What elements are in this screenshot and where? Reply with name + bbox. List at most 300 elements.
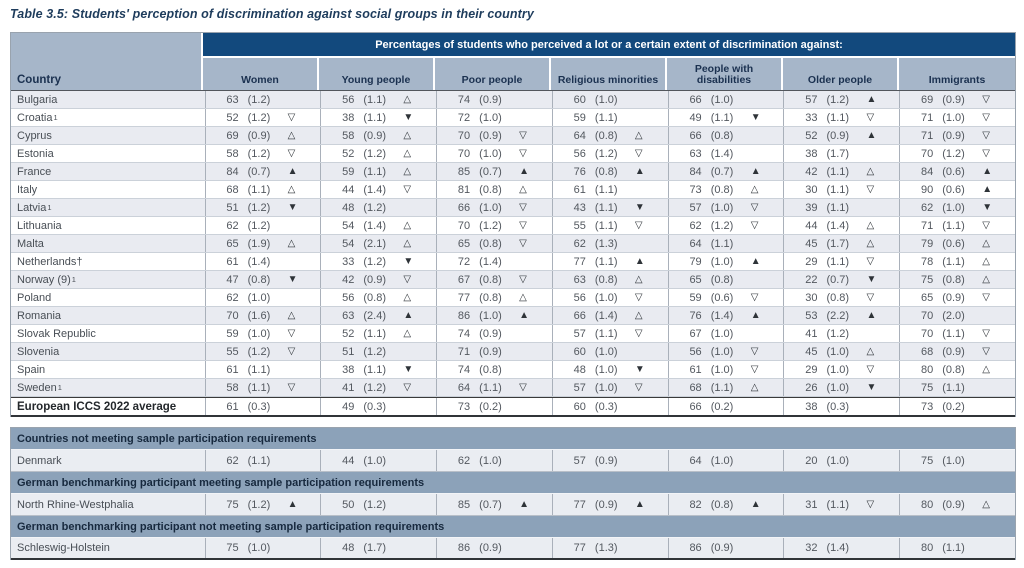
cell-standard-error: (1.1)	[826, 165, 850, 178]
significance-triangle-icon: ▽	[403, 183, 412, 195]
data-cell	[205, 450, 321, 471]
cell-standard-error: (2.0)	[942, 309, 965, 322]
cell-standard-error: (1.7)	[826, 237, 850, 250]
significance-triangle-icon: △	[403, 327, 412, 339]
cell-standard-error: (0.8)	[479, 363, 502, 376]
country-name: Estonia	[17, 147, 54, 160]
significance-triangle-icon: ▲	[982, 183, 993, 195]
country-name: Netherlands†	[17, 255, 83, 268]
data-cell	[783, 109, 899, 126]
data-cell	[205, 199, 321, 216]
cell-standard-error: (1.0)	[247, 542, 271, 554]
country-cell: Latvia 1	[17, 201, 52, 214]
significance-triangle-icon: ▼	[287, 273, 298, 285]
significance-triangle-icon: ▼	[982, 201, 993, 213]
cell-value: 73	[920, 400, 934, 413]
data-cell	[899, 343, 1015, 360]
significance-triangle-icon: ▽	[982, 219, 990, 231]
cell-standard-error: (1.4)	[363, 183, 387, 196]
country-name: Schleswig-Holstein	[17, 542, 110, 554]
significance-triangle-icon: △	[403, 219, 412, 231]
cell-standard-error: (1.1)	[594, 255, 618, 268]
cell-value: 80	[920, 498, 934, 511]
country-name: Denmark	[17, 454, 62, 467]
cell-standard-error: (1.1)	[826, 201, 850, 214]
cell-value: 68	[226, 183, 239, 196]
data-cell	[436, 398, 552, 415]
data-cell	[205, 181, 321, 198]
cell-value: 42	[805, 165, 818, 178]
cell-standard-error: (1.0)	[247, 327, 271, 340]
significance-triangle-icon: ▽	[634, 381, 643, 393]
cell-standard-error: (1.1)	[826, 498, 850, 511]
data-cell	[899, 145, 1015, 162]
country-cell	[11, 235, 205, 252]
significance-triangle-icon: △	[982, 255, 990, 267]
data-cell	[205, 538, 321, 558]
data-cell	[436, 109, 552, 126]
data-cell	[899, 450, 1015, 471]
data-cell	[552, 217, 668, 234]
cell-standard-error: (0.8)	[710, 273, 734, 286]
significance-triangle-icon: ▼	[634, 201, 645, 213]
section-band: Countries not meeting sample participation requirements	[11, 428, 1015, 450]
cell-standard-error: (0.9)	[479, 345, 502, 358]
table-row	[11, 397, 1015, 417]
data-cell	[320, 494, 436, 515]
cell-standard-error: (1.0)	[363, 454, 387, 467]
data-cell	[320, 127, 436, 144]
cell-value: 84	[920, 165, 934, 178]
country-cell	[11, 361, 205, 378]
data-cell	[899, 217, 1015, 234]
cell-standard-error: (1.1)	[363, 363, 387, 376]
data-cell	[668, 450, 784, 471]
data-cell	[552, 538, 668, 558]
cell-value: 32	[805, 542, 818, 554]
cell-value: 38	[342, 363, 355, 376]
cell-value: 29	[805, 363, 818, 376]
table-body	[11, 91, 1015, 417]
cell-value: 78	[920, 255, 934, 268]
cell-value: 56	[573, 291, 586, 304]
cell-value: 51	[226, 201, 239, 214]
cell-value: 44	[805, 219, 818, 232]
cell-value: 70	[457, 219, 471, 232]
significance-triangle-icon: △	[287, 309, 296, 321]
cell-value: 52	[805, 129, 818, 142]
cell-value: 62	[689, 219, 702, 232]
cell-value: 70	[920, 309, 934, 322]
data-cell	[320, 538, 436, 558]
cell-standard-error: (0.7)	[247, 165, 271, 178]
cell-value: 72	[457, 255, 471, 268]
cell-value: 86	[689, 542, 702, 554]
significance-triangle-icon: △	[866, 237, 875, 249]
table-title: Table 3.5: Students' perception of discrimination against social groups in their country	[10, 7, 534, 21]
cell-standard-error: (1.4)	[710, 309, 734, 322]
cell-standard-error: (1.0)	[479, 309, 502, 322]
cell-value: 74	[457, 327, 471, 340]
country-cell	[11, 163, 205, 180]
cell-value: 65	[226, 237, 239, 250]
cell-standard-error: (0.9)	[942, 498, 965, 511]
country-name: Romania	[17, 309, 62, 322]
cell-standard-error: (1.1)	[710, 111, 734, 124]
data-cell	[668, 494, 784, 515]
data-cell	[320, 253, 436, 270]
data-cell	[899, 307, 1015, 324]
cell-value: 70	[457, 129, 471, 142]
cell-value: 26	[805, 381, 818, 394]
data-cell	[320, 289, 436, 306]
column-header-poor-people: Poor people	[435, 58, 551, 90]
table-row	[11, 91, 1015, 109]
cell-standard-error: (1.1)	[247, 363, 271, 376]
cell-value: 48	[342, 201, 355, 214]
country-cell: Sweden 1	[17, 381, 62, 394]
cell-standard-error: (1.2)	[247, 219, 271, 232]
data-cell	[320, 181, 436, 198]
data-cell	[668, 181, 784, 198]
cell-value: 69	[226, 129, 239, 142]
significance-triangle-icon: △	[982, 498, 990, 510]
cell-standard-error: (0.7)	[710, 165, 734, 178]
data-cell	[668, 307, 784, 324]
cell-standard-error: (1.4)	[710, 147, 734, 160]
significance-triangle-icon: ▽	[519, 219, 527, 231]
country-cell	[11, 494, 205, 515]
data-cell	[668, 199, 784, 216]
cell-value: 57	[689, 201, 702, 214]
cell-value: 61	[689, 363, 702, 376]
data-cell	[783, 235, 899, 252]
data-cell	[436, 307, 552, 324]
country-name: Lithuania	[17, 219, 62, 232]
table-row	[11, 253, 1015, 271]
significance-triangle-icon: ▽	[519, 129, 527, 141]
cell-value: 58	[226, 147, 239, 160]
cell-standard-error: (0.9)	[942, 93, 965, 106]
cell-value: 65	[689, 273, 702, 286]
table-row	[11, 145, 1015, 163]
cell-value: 66	[457, 201, 471, 214]
data-cell	[899, 181, 1015, 198]
significance-triangle-icon: ▽	[403, 381, 412, 393]
data-cell	[552, 109, 668, 126]
cell-value: 33	[805, 111, 818, 124]
significance-triangle-icon: ▽	[519, 273, 527, 285]
cell-standard-error: (1.2)	[363, 345, 387, 358]
significance-triangle-icon: ▲	[750, 255, 761, 267]
country-cell	[11, 325, 205, 342]
data-cell	[783, 91, 899, 108]
data-cell	[668, 91, 784, 108]
significance-triangle-icon: ▲	[866, 129, 877, 141]
significance-triangle-icon: ▼	[866, 381, 877, 393]
cell-value: 56	[573, 147, 586, 160]
significance-triangle-icon: ▲	[287, 165, 298, 177]
data-cell	[668, 253, 784, 270]
data-cell	[552, 325, 668, 342]
significance-triangle-icon: △	[519, 291, 527, 303]
significance-triangle-icon: △	[750, 183, 759, 195]
country-cell	[11, 289, 205, 306]
cell-standard-error: (1.0)	[826, 454, 850, 467]
country-cell: Croatia 1	[17, 111, 58, 124]
significance-triangle-icon: ▲	[634, 255, 645, 267]
cell-standard-error: (1.1)	[594, 219, 618, 232]
significance-triangle-icon: ▽	[287, 327, 296, 339]
data-cell	[436, 361, 552, 378]
cell-value: 31	[805, 498, 818, 511]
significance-triangle-icon: ▼	[866, 273, 877, 285]
cell-standard-error: (1.0)	[826, 381, 850, 394]
cell-value: 66	[573, 309, 586, 322]
data-cell	[320, 271, 436, 288]
cell-standard-error: (0.9)	[594, 498, 618, 511]
data-cell	[899, 379, 1015, 396]
significance-triangle-icon: ▽	[634, 219, 643, 231]
significance-triangle-icon: ▽	[982, 147, 990, 159]
data-cell	[783, 450, 899, 471]
cell-value: 76	[689, 309, 702, 322]
data-cell	[899, 289, 1015, 306]
cell-value: 30	[805, 291, 818, 304]
cell-standard-error: (1.1)	[942, 255, 965, 268]
cell-value: 53	[805, 309, 818, 322]
table-row	[11, 450, 1015, 472]
cell-standard-error: (1.1)	[247, 454, 271, 467]
data-cell	[205, 217, 321, 234]
cell-value: 70	[920, 147, 934, 160]
cell-standard-error: (0.8)	[247, 273, 271, 286]
cell-value: 82	[689, 498, 702, 511]
significance-triangle-icon: △	[403, 291, 412, 303]
cell-value: 42	[342, 273, 355, 286]
data-cell	[552, 398, 668, 415]
data-cell	[205, 109, 321, 126]
significance-triangle-icon: ▲	[519, 309, 530, 321]
cell-standard-error: (1.1)	[942, 327, 965, 340]
column-header-people-with-disabilities: People with disabilities	[667, 58, 783, 90]
table-row	[11, 163, 1015, 181]
cell-standard-error: (1.3)	[594, 237, 618, 250]
data-cell	[783, 289, 899, 306]
cell-standard-error: (1.2)	[826, 93, 850, 106]
data-cell	[668, 289, 784, 306]
data-cell	[899, 494, 1015, 515]
cell-standard-error: (1.2)	[247, 498, 271, 511]
data-cell	[205, 235, 321, 252]
cell-standard-error: (0.8)	[710, 129, 734, 142]
cell-standard-error: (0.6)	[710, 291, 734, 304]
cell-standard-error: (0.9)	[247, 129, 271, 142]
cell-standard-error: (1.7)	[363, 542, 387, 554]
data-cell	[783, 307, 899, 324]
cell-standard-error: (1.1)	[710, 237, 734, 250]
significance-triangle-icon: ▽	[982, 93, 990, 105]
cell-standard-error: (1.0)	[594, 381, 618, 394]
main-table	[10, 32, 1016, 417]
cell-value: 22	[805, 273, 818, 286]
cell-value: 75	[226, 498, 239, 511]
cell-standard-error: (2.2)	[826, 309, 850, 322]
significance-triangle-icon: ▽	[634, 291, 643, 303]
cell-value: 79	[689, 255, 702, 268]
cell-value: 71	[457, 345, 471, 358]
significance-triangle-icon: ▽	[287, 147, 296, 159]
table-row	[11, 235, 1015, 253]
data-cell	[552, 450, 668, 471]
table-row	[11, 325, 1015, 343]
cell-standard-error: (1.0)	[710, 201, 734, 214]
significance-triangle-icon: △	[982, 363, 990, 375]
cell-value: 38	[342, 111, 355, 124]
significance-triangle-icon: △	[403, 93, 412, 105]
data-cell	[783, 127, 899, 144]
cell-value: 39	[805, 201, 818, 214]
cell-value: 43	[573, 201, 586, 214]
significance-triangle-icon: △	[403, 147, 412, 159]
data-cell	[320, 109, 436, 126]
cell-standard-error: (0.8)	[594, 165, 618, 178]
cell-standard-error: (1.0)	[247, 291, 271, 304]
cell-value: 57	[573, 381, 586, 394]
significance-triangle-icon: ▲	[750, 309, 761, 321]
cell-value: 64	[573, 129, 586, 142]
data-cell	[205, 163, 321, 180]
cell-value: 72	[457, 111, 471, 124]
cell-value: 45	[805, 237, 818, 250]
cell-standard-error: (1.9)	[247, 237, 271, 250]
cell-standard-error: (0.8)	[710, 498, 734, 511]
cell-standard-error: (0.8)	[594, 273, 618, 286]
data-cell	[205, 271, 321, 288]
cell-value: 86	[457, 542, 471, 554]
significance-triangle-icon: ▲	[634, 498, 645, 510]
data-cell	[436, 538, 552, 558]
cell-standard-error: (0.6)	[942, 165, 965, 178]
data-cell	[320, 325, 436, 342]
significance-triangle-icon: △	[634, 273, 643, 285]
cell-value: 65	[920, 291, 934, 304]
table-row	[11, 307, 1015, 325]
significance-triangle-icon: △	[287, 183, 296, 195]
cell-value: 63	[689, 147, 702, 160]
cell-value: 71	[920, 129, 934, 142]
data-cell	[783, 181, 899, 198]
table-row	[11, 343, 1015, 361]
cell-standard-error: (1.2)	[363, 147, 387, 160]
cell-standard-error: (1.0)	[710, 345, 734, 358]
country-cell	[11, 450, 205, 471]
cell-standard-error: (0.9)	[710, 542, 734, 554]
header-right	[203, 33, 1015, 90]
data-cell	[552, 307, 668, 324]
significance-triangle-icon: △	[403, 129, 412, 141]
cell-standard-error: (0.8)	[710, 183, 734, 196]
significance-triangle-icon: ▽	[287, 345, 296, 357]
significance-triangle-icon: ▲	[403, 309, 414, 321]
cell-standard-error: (0.6)	[942, 237, 965, 250]
cell-standard-error: (1.4)	[363, 219, 387, 232]
country-cell	[11, 538, 205, 558]
cell-standard-error: (1.0)	[594, 363, 618, 376]
data-cell	[668, 217, 784, 234]
table-gap	[10, 417, 1016, 427]
cell-standard-error: (1.4)	[594, 309, 618, 322]
significance-triangle-icon: ▲	[866, 93, 877, 105]
cell-standard-error: (0.3)	[247, 400, 271, 413]
country-name: Sweden	[17, 381, 57, 394]
significance-triangle-icon: ▽	[750, 363, 759, 375]
cell-value: 84	[226, 165, 239, 178]
data-cell	[320, 199, 436, 216]
data-cell	[436, 145, 552, 162]
data-cell	[320, 361, 436, 378]
cell-value: 55	[226, 345, 239, 358]
data-cell	[783, 145, 899, 162]
country-name: Bulgaria	[17, 93, 58, 106]
cell-value: 50	[342, 498, 355, 511]
data-cell	[320, 307, 436, 324]
cell-standard-error: (1.1)	[710, 381, 734, 394]
cell-value: 65	[457, 237, 471, 250]
cell-standard-error: (0.7)	[826, 273, 850, 286]
cell-value: 52	[226, 111, 239, 124]
data-cell	[552, 361, 668, 378]
data-cell	[320, 379, 436, 396]
cell-standard-error: (1.1)	[826, 255, 850, 268]
table-row	[11, 361, 1015, 379]
country-cell	[11, 253, 205, 270]
cell-standard-error: (1.0)	[942, 111, 965, 124]
significance-triangle-icon: ▽	[750, 219, 759, 231]
cell-value: 63	[573, 273, 586, 286]
cell-standard-error: (1.2)	[247, 93, 271, 106]
data-cell	[205, 361, 321, 378]
country-name: Norway (9)	[17, 273, 71, 286]
data-cell	[783, 325, 899, 342]
data-cell	[668, 343, 784, 360]
cell-value: 73	[689, 183, 702, 196]
data-cell	[205, 307, 321, 324]
cell-value: 58	[226, 381, 239, 394]
data-cell	[436, 450, 552, 471]
significance-triangle-icon: ▽	[750, 345, 759, 357]
cell-standard-error: (1.1)	[247, 183, 271, 196]
cell-value: 62	[573, 237, 586, 250]
data-cell	[436, 181, 552, 198]
cell-value: 41	[805, 327, 818, 340]
cell-value: 61	[226, 400, 239, 413]
significance-triangle-icon: ▽	[634, 327, 643, 339]
country-cell	[11, 398, 205, 415]
cell-value: 47	[226, 273, 239, 286]
significance-triangle-icon: ▽	[982, 327, 990, 339]
cell-value: 30	[805, 183, 818, 196]
cell-standard-error: (1.1)	[942, 219, 965, 232]
country-cell	[11, 217, 205, 234]
country-cell	[11, 127, 205, 144]
significance-triangle-icon: △	[403, 237, 412, 249]
cell-standard-error: (1.0)	[479, 111, 502, 124]
data-cell	[899, 163, 1015, 180]
country-cell	[11, 307, 205, 324]
data-cell	[436, 253, 552, 270]
data-cell	[552, 163, 668, 180]
